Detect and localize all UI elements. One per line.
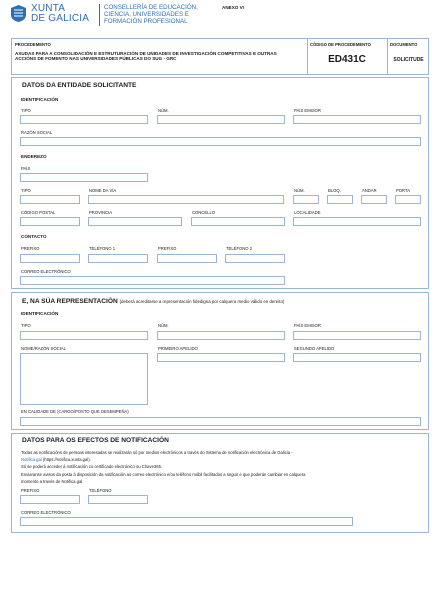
- applicant-section: [11, 77, 429, 289]
- rep-num-field[interactable]: [157, 331, 285, 340]
- rep-surname2-label: SEGUNDO APELIDO: [294, 346, 335, 351]
- andar-label: ANDAR: [362, 188, 377, 193]
- localidade-field[interactable]: [293, 217, 421, 226]
- postal-code-label: CÓDIGO POSTAL: [21, 210, 56, 215]
- rep-surname1-label: PRIMEIRO APELIDO: [158, 346, 198, 351]
- andar-field[interactable]: [361, 195, 387, 204]
- notification-notice: [21, 449, 411, 485]
- procedure-title: AXUDAS PARA A CONSOLIDACIÓN E ESTRUTURACIÓN DE UNIDADES DE INVESTIGACIÓN COMPETITIVAS E OUTRAS ACCIÓNS DE FOMENTO NAS UNIVERSIDADES PÚBLICAS DO SUG - GRC: [15, 51, 277, 62]
- street-num-field[interactable]: [293, 195, 319, 204]
- document-value: SOLICITUDE: [393, 57, 424, 63]
- procedure-label: PROCEDEMENTO: [15, 42, 51, 47]
- representative-title-text: E, NA SÚA REPRESENTACIÓN: [22, 298, 118, 305]
- procedure-cell: [12, 39, 307, 74]
- num-field[interactable]: [157, 115, 285, 124]
- applicant-title: DATOS DA ENTIDADE SOLICITANTE: [22, 82, 137, 89]
- porta-label: PORTA: [396, 188, 411, 193]
- postal-code-field[interactable]: [20, 217, 80, 226]
- localidade-label: LOCALIDADE: [294, 210, 321, 215]
- rep-pais-emisor-label: PAÍS EMISOR: [294, 323, 321, 328]
- rep-identification-heading: IDENTIFICACIÓN: [21, 311, 59, 316]
- notif-phone-label: TELÉFONO: [89, 488, 112, 493]
- rep-tipo-field[interactable]: [20, 331, 148, 340]
- tipo-field[interactable]: [20, 115, 148, 124]
- bloq-field[interactable]: [327, 195, 353, 204]
- rep-name-field[interactable]: [20, 353, 148, 405]
- bloq-label: BLOQ.: [328, 188, 341, 193]
- notification-title: DATOS PARA OS EFECTOS DE NOTIFICACIÓN: [22, 437, 169, 444]
- via-type-label: TIPO: [21, 188, 31, 193]
- phone2-label: TELÉFONO 2: [226, 246, 253, 251]
- notif-phone-field[interactable]: [88, 495, 148, 504]
- notif-prefixo-label: PREFIXO: [21, 488, 40, 493]
- pais-label: PAÍS: [21, 166, 31, 171]
- street-num-label: NÚM.: [294, 188, 305, 193]
- annex-label: ANEXO VI: [222, 5, 244, 10]
- prefixo2-label: PREFIXO: [158, 246, 177, 251]
- logo-separator: [99, 4, 100, 26]
- rep-capacity-field[interactable]: [20, 417, 421, 426]
- rep-num-label: NÚM.: [158, 323, 169, 328]
- xunta-logo-icon: [11, 5, 26, 22]
- notification-section: [11, 433, 429, 533]
- identification-heading: IDENTIFICACIÓN: [21, 97, 59, 102]
- notif-email-label: CORREO ELECTRÓNICO: [21, 510, 71, 515]
- tipo-label: TIPO: [21, 108, 31, 113]
- prefixo1-label: PREFIXO: [21, 246, 40, 251]
- document-label: DOCUMENTO: [390, 42, 418, 47]
- rep-surname1-field[interactable]: [157, 353, 285, 362]
- notif-prefixo-field[interactable]: [20, 495, 80, 504]
- notice-line: Enviaranse avisos da posta á disposición da notificación ao correo electrónico e/ou teléfono móbil facilitados a seguir e que poderán cambiar en calquera: [21, 471, 306, 477]
- rep-pais-emisor-field[interactable]: [293, 331, 421, 340]
- phone2-field[interactable]: [225, 254, 285, 263]
- logo-department: CONSELLERÍA DE EDUCACIÓN, CIENCIA, UNIVERSIDADES E FORMACIÓN PROFESIONAL: [104, 4, 198, 25]
- via-type-field[interactable]: [20, 195, 80, 204]
- razon-social-field[interactable]: [20, 137, 421, 146]
- procedure-header: [11, 38, 429, 75]
- notice-line: [21, 456, 411, 463]
- pais-field[interactable]: [20, 173, 148, 182]
- notice-line: momento a través de Notifica.gal: [21, 478, 83, 484]
- num-label: NÚM.: [158, 108, 169, 113]
- notice-line: Todas as notificacións de persoas interesadas se realizarán só por medios electrónicos a través do Sistema de notificación electrónica de Galicia -: [21, 450, 293, 455]
- address-heading: ENDEREZO: [21, 154, 47, 159]
- representative-title: [22, 298, 284, 305]
- pais-emisor-field[interactable]: [293, 115, 421, 124]
- procedure-code-cell: [307, 39, 387, 74]
- representative-section: [11, 292, 429, 430]
- via-name-label: NOME DA VÍA: [89, 188, 117, 193]
- concello-field[interactable]: [191, 217, 285, 226]
- prefixo1-field[interactable]: [20, 254, 80, 263]
- document-cell: [387, 39, 430, 74]
- procedure-code-label: CÓDIGO DE PROCEDEMENTO: [310, 42, 371, 47]
- notif-email-field[interactable]: [20, 517, 353, 526]
- email-field[interactable]: [20, 276, 285, 285]
- pais-emisor-label: PAÍS EMISOR: [294, 108, 321, 113]
- notice-url: (https://notifica.xunta.gal).: [41, 457, 91, 463]
- rep-name-label: NOME/RAZÓN SOCIAL: [21, 346, 66, 351]
- notifica-link[interactable]: Notifica.gal: [21, 457, 42, 463]
- notice-line: Só se poderá acceder á notificación co certificado electrónico ou Chave365.: [21, 464, 163, 470]
- provincia-label: PROVINCIA: [89, 210, 113, 215]
- rep-surname2-field[interactable]: [293, 353, 421, 362]
- logo-name: XUNTA DE GALICIA: [31, 3, 90, 24]
- prefixo2-field[interactable]: [157, 254, 217, 263]
- provincia-field[interactable]: [88, 217, 182, 226]
- phone1-label: TELÉFONO 1: [89, 246, 116, 251]
- email-label: CORREO ELECTRÓNICO: [21, 269, 71, 274]
- porta-field[interactable]: [395, 195, 421, 204]
- rep-tipo-label: TIPO: [21, 323, 31, 328]
- concello-label: CONCELLO: [192, 210, 216, 215]
- razon-social-label: RAZÓN SOCIAL: [21, 130, 53, 135]
- contact-heading: CONTACTO: [21, 234, 47, 239]
- procedure-code: ED431C: [328, 54, 366, 65]
- representative-note: (deberá acreditarse a representación fidedigna por calquera medio válido en dereito): [119, 299, 285, 304]
- phone1-field[interactable]: [88, 254, 148, 263]
- rep-capacity-label: EN CALIDADE DE (CARGO/POSTO QUE DESEMPEÑA): [21, 409, 129, 414]
- via-name-field[interactable]: [88, 195, 284, 204]
